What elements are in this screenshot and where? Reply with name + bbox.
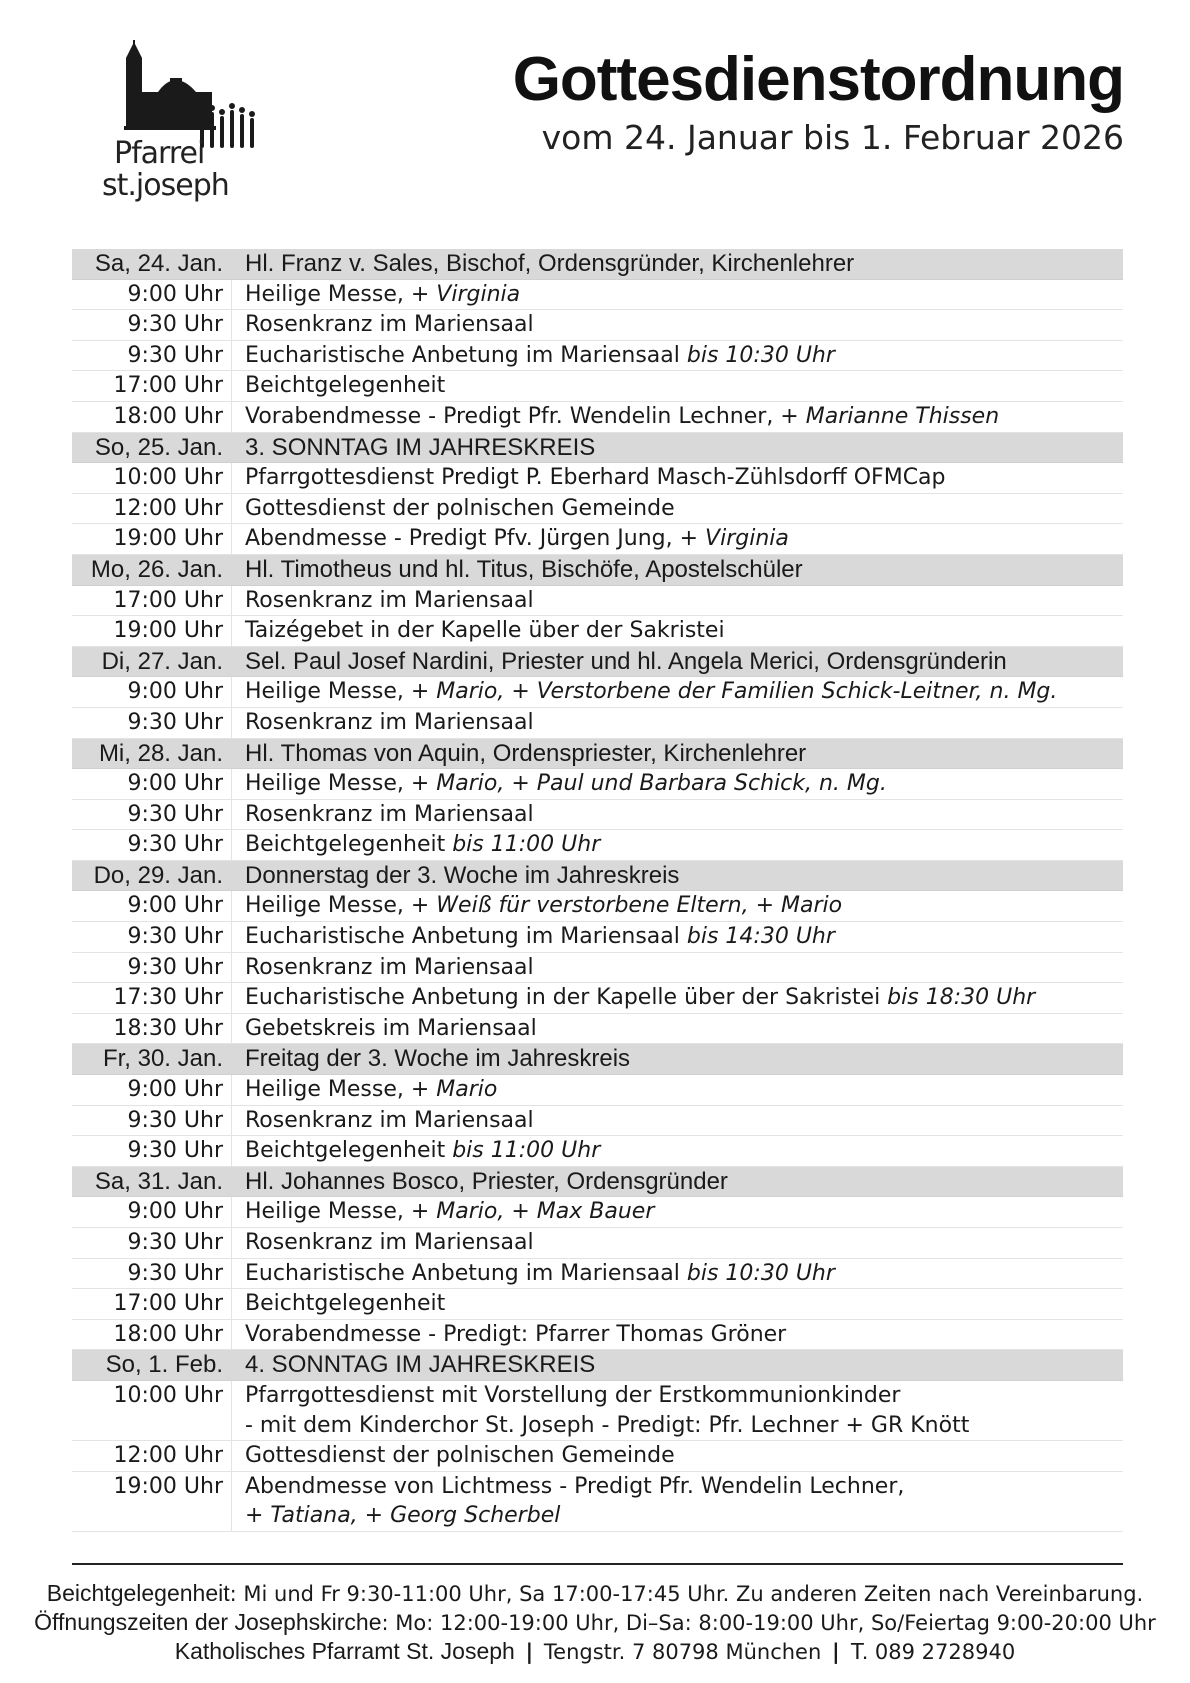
service-description xyxy=(232,891,842,921)
description-text: Beichtgelegenheit xyxy=(245,1291,446,1317)
service-row xyxy=(72,586,1123,617)
service-time: 18:30 Uhr xyxy=(72,1014,232,1044)
service-time: 9:30 Uhr xyxy=(72,310,232,340)
footer-office-label: Katholisches Pfarramt St. Joseph xyxy=(174,1638,515,1664)
service-description xyxy=(232,708,534,738)
service-row xyxy=(72,280,1123,311)
description-text: Hl. Thomas von Aquin, Ordenspriester, Kirchenlehrer xyxy=(245,739,807,767)
description-text-line2: - mit dem Kinderchor St. Joseph - Predigt: Pfr. Lechner + GR Knött xyxy=(245,1412,970,1438)
day-feast-title xyxy=(232,647,1007,677)
intention-text-line2: + Tatiana, + Georg Scherbel xyxy=(245,1503,561,1529)
footer-opening-label: Öffnungszeiten der Josephskirche xyxy=(34,1609,382,1635)
service-description xyxy=(232,800,534,830)
service-time: 9:30 Uhr xyxy=(72,1106,232,1136)
service-row xyxy=(72,1320,1123,1351)
day-feast-title xyxy=(232,739,806,769)
service-row xyxy=(72,800,1123,831)
schedule-table xyxy=(72,249,1123,1532)
parish-logo xyxy=(100,40,290,220)
description-text: Heilige Messe, + xyxy=(245,281,437,307)
footer-divider xyxy=(72,1563,1123,1565)
intention-text: Virginia xyxy=(705,526,789,552)
service-time: 17:00 Uhr xyxy=(72,1289,232,1319)
description-text: Pfarrgottesdienst Predigt P. Eberhard Masch-Zühlsdorff OFMCap xyxy=(245,465,946,491)
service-description xyxy=(232,371,445,401)
logo-text-pfarrei: Pfarrei xyxy=(114,136,205,171)
description-text: Eucharistische Anbetung im Mariensaal xyxy=(245,1260,687,1286)
description-text: Rosenkranz im Mariensaal xyxy=(245,312,534,338)
footer-address: Tengstr. 7 80798 München xyxy=(543,1640,822,1664)
service-time: 9:00 Uhr xyxy=(72,769,232,799)
day-feast-title xyxy=(232,861,679,891)
service-time: 9:00 Uhr xyxy=(72,1197,232,1227)
service-description xyxy=(232,830,600,860)
service-description xyxy=(232,1075,497,1105)
service-row xyxy=(72,1381,1123,1441)
service-time: 9:00 Uhr xyxy=(72,677,232,707)
service-time: 9:30 Uhr xyxy=(72,922,232,952)
service-description xyxy=(232,1197,654,1227)
description-text: Heilige Messe, + xyxy=(245,893,437,919)
day-header-row xyxy=(72,433,1123,464)
day-date: So, 1. Feb. xyxy=(72,1350,232,1380)
description-text: Gebetskreis im Mariensaal xyxy=(245,1015,537,1041)
service-row xyxy=(72,708,1123,739)
service-time: 17:00 Uhr xyxy=(72,371,232,401)
service-time: 9:30 Uhr xyxy=(72,953,232,983)
service-description xyxy=(232,983,1035,1013)
service-description xyxy=(232,1106,534,1136)
service-time: 12:00 Uhr xyxy=(72,494,232,524)
service-row xyxy=(72,677,1123,708)
description-text: Heilige Messe, + xyxy=(245,1077,437,1103)
service-description xyxy=(232,463,946,493)
description-text: Abendmesse - Predigt Pfv. Jürgen Jung, + xyxy=(245,526,706,552)
service-description xyxy=(232,1289,445,1319)
day-feast-title xyxy=(232,433,595,463)
day-feast-title xyxy=(232,1350,595,1380)
intention-text: Marianne Thissen xyxy=(805,403,1000,429)
service-description xyxy=(232,1136,600,1166)
service-description xyxy=(232,524,789,554)
day-feast-title xyxy=(232,555,803,585)
description-text: Beichtgelegenheit xyxy=(245,373,446,399)
footer-confession-text: : Mi und Fr 9:30-11:00 Uhr, Sa 17:00-17:45 Uhr. Zu anderen Zeiten nach Vereinbarung. xyxy=(229,1582,1144,1606)
service-time: 19:00 Uhr xyxy=(72,616,232,646)
footer-separator: | xyxy=(831,1640,840,1664)
service-row xyxy=(72,1472,1123,1532)
service-row xyxy=(72,891,1123,922)
page-title: Gottesdienstordnung xyxy=(512,45,1124,114)
service-time: 9:00 Uhr xyxy=(72,891,232,921)
footer-confession-hours xyxy=(0,1580,1190,1607)
description-text: Heilige Messe, + xyxy=(245,771,437,797)
description-text: Rosenkranz im Mariensaal xyxy=(245,1230,534,1255)
footer-opening-text: : Mo: 12:00-19:00 Uhr, Di–Sa: 8:00-19:00 Uhr, So/Feiertag 9:00-20:00 Uhr xyxy=(381,1611,1156,1635)
day-feast-title xyxy=(232,1167,728,1197)
description-text: Hl. Timotheus und hl. Titus, Bischöfe, Apostelschüler xyxy=(245,555,803,583)
intention-text: Mario, + Paul und Barbara Schick, n. Mg. xyxy=(436,771,887,797)
description-text: Gottesdienst der polnischen Gemeinde xyxy=(245,495,675,521)
intention-text: bis 10:30 Uhr xyxy=(686,342,835,368)
footer-contact xyxy=(0,1638,1190,1665)
service-row xyxy=(72,830,1123,861)
intention-text: bis 18:30 Uhr xyxy=(887,985,1036,1011)
service-time: 17:00 Uhr xyxy=(72,586,232,616)
description-text: Abendmesse von Lichtmess - Predigt Pfr. Wendelin Lechner, xyxy=(245,1473,905,1499)
description-text: Heilige Messe, + xyxy=(245,1199,437,1225)
description-text: Beichtgelegenheit xyxy=(245,1138,453,1164)
service-description xyxy=(232,922,835,952)
day-date: Mi, 28. Jan. xyxy=(72,739,232,769)
footer-confession-label: Beichtgelegenheit xyxy=(46,1580,230,1606)
description-text: Eucharistische Anbetung in der Kapelle über der Sakristei xyxy=(245,985,888,1011)
day-date: Mo, 26. Jan. xyxy=(72,555,232,585)
service-row xyxy=(72,616,1123,647)
service-time: 9:30 Uhr xyxy=(72,1228,232,1258)
service-time: 9:30 Uhr xyxy=(72,800,232,830)
day-date: Sa, 31. Jan. xyxy=(72,1167,232,1197)
description-text: Hl. Franz v. Sales, Bischof, Ordensgründer, Kirchenlehrer xyxy=(245,250,855,277)
service-row xyxy=(72,524,1123,555)
service-time: 9:30 Uhr xyxy=(72,1259,232,1289)
service-description xyxy=(232,402,999,432)
intention-text: Weiß für verstorbene Eltern, + Mario xyxy=(436,893,843,919)
service-time: 12:00 Uhr xyxy=(72,1441,232,1471)
description-text: Heilige Messe, + xyxy=(245,679,437,705)
service-row xyxy=(72,371,1123,402)
description-text: Gottesdienst der polnischen Gemeinde xyxy=(245,1443,675,1469)
service-row xyxy=(72,769,1123,800)
day-date: Di, 27. Jan. xyxy=(72,647,232,677)
description-text: Taizégebet in der Kapelle über der Sakristei xyxy=(245,618,725,644)
service-time: 18:00 Uhr xyxy=(72,402,232,432)
description-text: Hl. Johannes Bosco, Priester, Ordensgründer xyxy=(245,1167,728,1195)
service-row xyxy=(72,1197,1123,1228)
intention-text: Mario, + Verstorbene der Familien Schick-Leitner, n. Mg. xyxy=(436,679,1058,705)
day-header-row xyxy=(72,861,1123,892)
intention-text: bis 14:30 Uhr xyxy=(686,924,835,950)
service-row xyxy=(72,402,1123,433)
description-text: 3. SONNTAG IM JAHRESKREIS xyxy=(245,433,596,461)
description-text: Freitag der 3. Woche im Jahreskreis xyxy=(245,1045,631,1073)
footer-opening-hours xyxy=(0,1609,1190,1636)
service-time: 18:00 Uhr xyxy=(72,1320,232,1350)
description-text: Beichtgelegenheit xyxy=(245,832,453,858)
day-date: Do, 29. Jan. xyxy=(72,861,232,891)
service-row xyxy=(72,1136,1123,1167)
description-text: Vorabendmesse - Predigt: Pfarrer Thomas Gröner xyxy=(245,1321,787,1347)
description-text: Eucharistische Anbetung im Mariensaal xyxy=(245,342,687,368)
day-date: So, 25. Jan. xyxy=(72,433,232,463)
service-row xyxy=(72,1259,1123,1290)
intention-text: Virginia xyxy=(436,281,521,307)
description-text: Pfarrgottesdienst mit Vorstellung der Erstkommunionkinder xyxy=(245,1382,901,1408)
description-text: Donnerstag der 3. Woche im Jahreskreis xyxy=(245,861,680,889)
description-text: Rosenkranz im Mariensaal xyxy=(245,709,534,735)
day-header-row xyxy=(72,249,1123,280)
service-time: 9:30 Uhr xyxy=(72,830,232,860)
service-time: 19:00 Uhr xyxy=(72,1472,232,1531)
description-text: 4. SONNTAG IM JAHRESKREIS xyxy=(245,1351,596,1379)
service-time: 19:00 Uhr xyxy=(72,524,232,554)
service-description xyxy=(232,280,520,310)
logo-text-stjoseph: st.joseph xyxy=(102,168,229,203)
service-row xyxy=(72,1106,1123,1137)
service-description xyxy=(232,1320,786,1350)
day-feast-title xyxy=(232,249,854,279)
service-description xyxy=(232,953,534,983)
footer-phone: 089 2728940 xyxy=(874,1640,1016,1664)
service-row xyxy=(72,1289,1123,1320)
intention-text: bis 11:00 Uhr xyxy=(452,1138,601,1164)
service-row xyxy=(72,341,1123,372)
service-row xyxy=(72,922,1123,953)
description-text: Rosenkranz im Mariensaal xyxy=(245,954,534,980)
footer-phone-label: T. xyxy=(850,1638,869,1664)
service-time: 17:30 Uhr xyxy=(72,983,232,1013)
day-date: Sa, 24. Jan. xyxy=(72,249,232,279)
service-description xyxy=(232,616,725,646)
service-description xyxy=(232,1014,537,1044)
service-description xyxy=(232,1228,534,1258)
service-time: 9:30 Uhr xyxy=(72,341,232,371)
service-time: 9:30 Uhr xyxy=(72,708,232,738)
day-header-row xyxy=(72,1167,1123,1198)
description-text: Rosenkranz im Mariensaal xyxy=(245,587,534,613)
service-description xyxy=(232,341,835,371)
intention-text: bis 10:30 Uhr xyxy=(686,1260,835,1286)
description-text: Vorabendmesse - Predigt Pfr. Wendelin Lechner, + xyxy=(245,403,806,429)
service-description xyxy=(232,1381,969,1440)
service-description xyxy=(232,677,1057,707)
service-row xyxy=(72,953,1123,984)
service-time: 9:00 Uhr xyxy=(72,280,232,310)
service-row xyxy=(72,494,1123,525)
service-time: 10:00 Uhr xyxy=(72,463,232,493)
day-header-row xyxy=(72,1044,1123,1075)
description-text: Rosenkranz im Mariensaal xyxy=(245,801,534,827)
intention-text: Mario, + Max Bauer xyxy=(436,1199,655,1225)
footer-separator: | xyxy=(525,1640,534,1664)
service-description xyxy=(232,494,675,524)
service-description xyxy=(232,586,534,616)
service-time: 9:30 Uhr xyxy=(72,1136,232,1166)
service-time: 9:00 Uhr xyxy=(72,1075,232,1105)
page-subtitle: vom 24. Januar bis 1. Februar 2026 xyxy=(541,118,1124,157)
day-header-row xyxy=(72,739,1123,770)
day-feast-title xyxy=(232,1044,630,1074)
service-time: 10:00 Uhr xyxy=(72,1381,232,1440)
day-header-row xyxy=(72,555,1123,586)
service-row xyxy=(72,1228,1123,1259)
description-text: Rosenkranz im Mariensaal xyxy=(245,1107,534,1133)
intention-text: Mario xyxy=(436,1077,498,1103)
service-row xyxy=(72,463,1123,494)
service-description xyxy=(232,1441,675,1471)
day-date: Fr, 30. Jan. xyxy=(72,1044,232,1074)
service-row xyxy=(72,310,1123,341)
service-description xyxy=(232,769,887,799)
description-text: Eucharistische Anbetung im Mariensaal xyxy=(245,924,687,950)
service-description xyxy=(232,1259,835,1289)
description-text: Sel. Paul Josef Nardini, Priester und hl. Angela Merici, Ordensgründerin xyxy=(245,647,1007,675)
day-header-row xyxy=(72,647,1123,678)
service-description xyxy=(232,1472,904,1531)
service-row xyxy=(72,1075,1123,1106)
service-description xyxy=(232,310,534,340)
service-row xyxy=(72,1014,1123,1045)
intention-text: bis 11:00 Uhr xyxy=(452,832,601,858)
day-header-row xyxy=(72,1350,1123,1381)
service-row xyxy=(72,1441,1123,1472)
service-row xyxy=(72,983,1123,1014)
